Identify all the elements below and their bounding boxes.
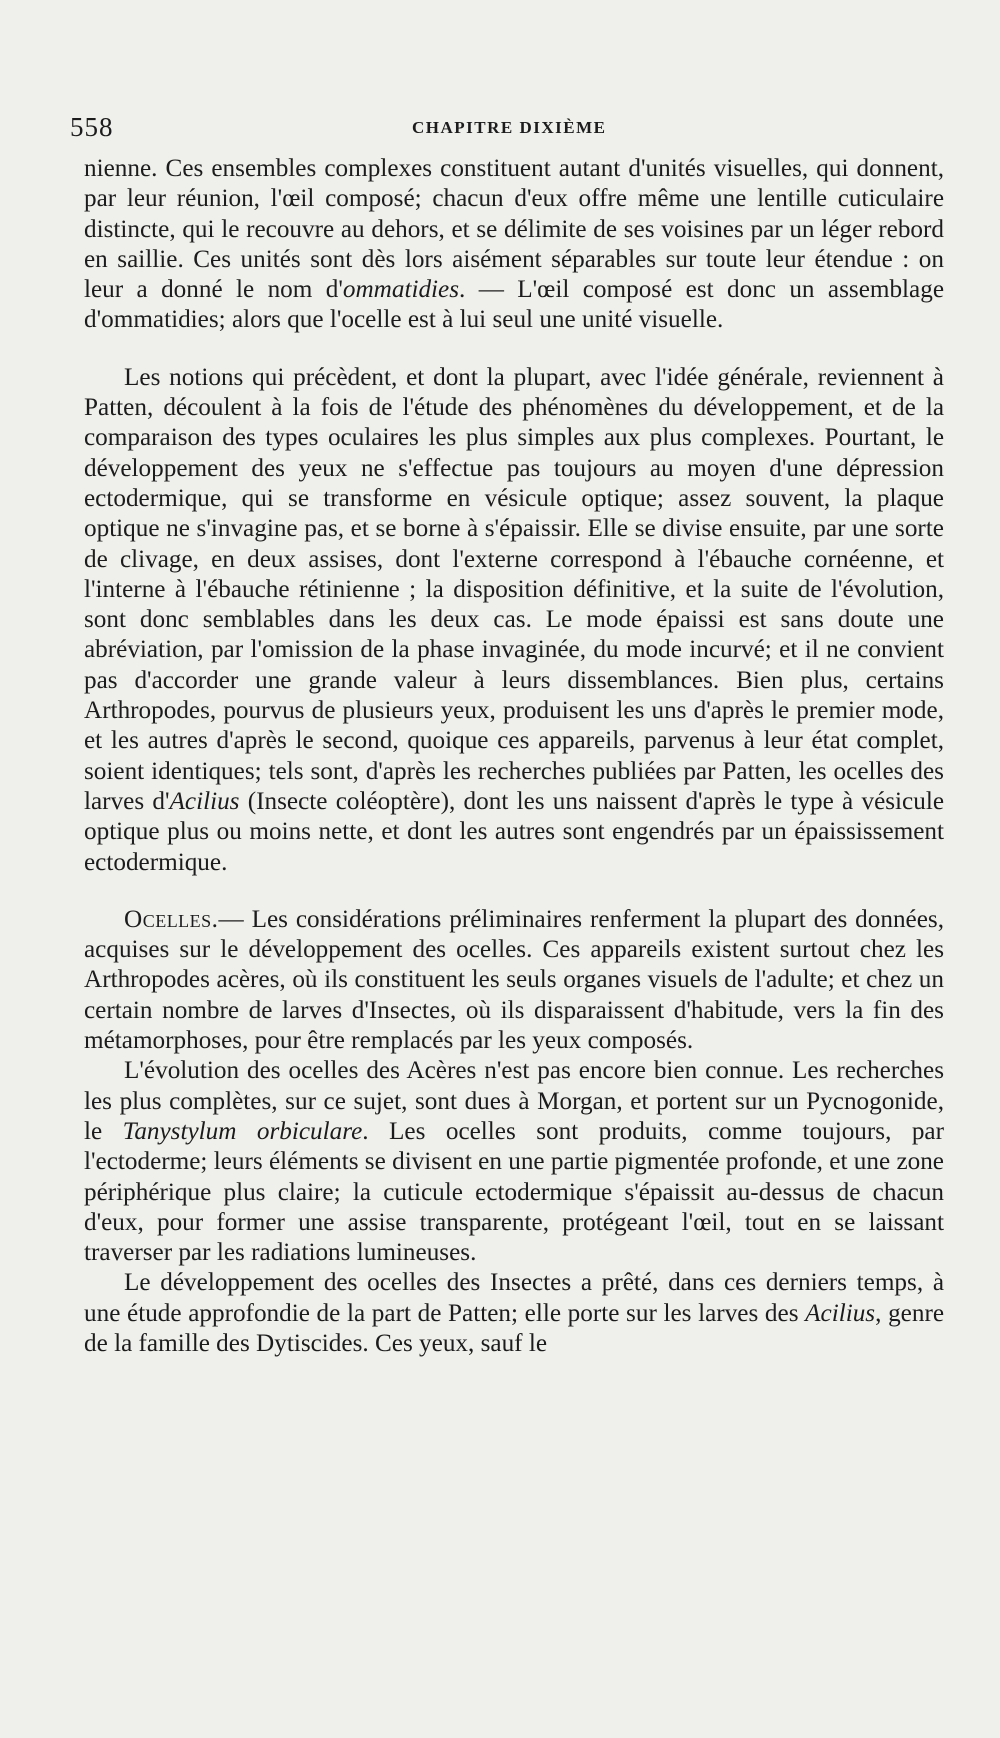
body-text <box>84 154 944 1359</box>
p5-italic-term: Acilius <box>805 1299 876 1327</box>
p1-italic-term: ommatidies <box>342 276 460 304</box>
p2-text-c: (Insecte coléoptère), dont les uns naissent d'après le type à vésicule optique plus ou moins nette, et dont les autres sont engendrés par un épaississement ectodermique. <box>84 787 944 876</box>
p4-italic-term: Tanystylum orbiculare <box>122 1117 363 1145</box>
page-number: 558 <box>70 112 114 142</box>
p1-text-a: nienne. Ces ensembles complexes constituent autant d'unités visuelles, qui donnent, par leur réunion, l'œil composé; chacun d'eux offre même une lentille cuticulaire distincte, qui le recouvre au dehors, et se délimite de ses voisines par un léger rebord en saillie. Ces unités sont dès lors aisément séparables sur toute leur étendue : on leur a donné le nom d' <box>84 155 944 304</box>
p2-text-a: Les notions qui précèdent, et dont la plupart, avec l'idée générale, reviennent à Patten, découlent à la fois de l'étude des phénomènes du développement, et de la comparaison des types oculaires les plus simples aux plus complexes. Pourtant, le développement des yeux ne s'effectue pas toujours au moyen d'une dépression ectodermique, qui se transforme en vésicule optique; assez souvent, la plaque optique ne s'invagine pas, et se borne à s'épaissir. Elle se divise ensuite, par une sorte de clivage, en deux assises, dont l'externe correspond à l'ébauche cornéenne, et l'interne à l'ébauche rétinienne ; la disposition définitive, et la suite de l'évolution, sont donc semblables dans les deux cas. Le mode épaissi est sans doute une abréviation, par l'omission de la phase invaginée, du mode incurvé; et il ne convient pas d'accorder une grande valeur à leurs dissemblances. Bien plus, certains Arthropodes, pourvus de plusieurs yeux, produisent les uns d'après le premier mode, et les autres d'après le second, quoique ces appareils, parvenus à leur état complet, soient identiques; tels sont, d'après les recherches publiées par Patten, les ocelles des larves d' <box>84 363 944 815</box>
p4-text-a: L'évolution des ocelles des Acères n'est pas encore bien connue. Les recherches les plus complètes, sur ce sujet, sont dues à Morgan, et portent sur un Pycnogonide, le <box>84 1057 944 1145</box>
page-header <box>70 112 938 142</box>
p3-text-a: — Les considérations préliminaires renferment la plupart des données, acquises sur le développement des ocelles. Ces appareils existent surtout chez les Arthropodes acères, où ils constituent les seuls organes visuels de l'adulte; et chez un certain nombre de larves d'Insectes, où ils disparaissent d'habitude, vers la fin des métamorphoses, pour être remplacés par les yeux composés. <box>84 905 944 1055</box>
p2-italic-term: Acilius <box>169 787 240 815</box>
p1-text-c: . — L'œil composé est donc un assemblage d'ommatidies; alors que l'ocelle est à lui seul une unité visuelle. <box>84 276 945 334</box>
p4-text-c: . Les ocelles sont produits, comme toujours, par l'ectoderme; leurs éléments se divisent en une partie pigmentée profonde, et une zone périphérique plus claire; la cuticule ectodermique s'épaissit au-dessus de chacun d'eux, pour former une assise transparente, protégeant l'œil, tout en se laissant traverser par les radiations lumineuses. <box>84 1117 944 1267</box>
paragraph-2 <box>84 363 944 878</box>
p5-text-a: Le développement des ocelles des Insectes a prêté, dans ces derniers temps, à une étude approfondie de la part de Patten; elle porte sur les larves des <box>84 1269 944 1327</box>
p5-text-c: , genre de la famille des Dytiscides. Ces yeux, sauf le <box>84 1299 945 1357</box>
paragraph-3 <box>84 905 944 1056</box>
running-title: CHAPITRE DIXIÈME <box>412 118 607 137</box>
paragraph-4 <box>84 1056 944 1268</box>
section-heading-ocelles: Ocelles. <box>124 905 219 933</box>
paragraph-1 <box>84 154 944 336</box>
paragraph-5 <box>84 1268 944 1359</box>
